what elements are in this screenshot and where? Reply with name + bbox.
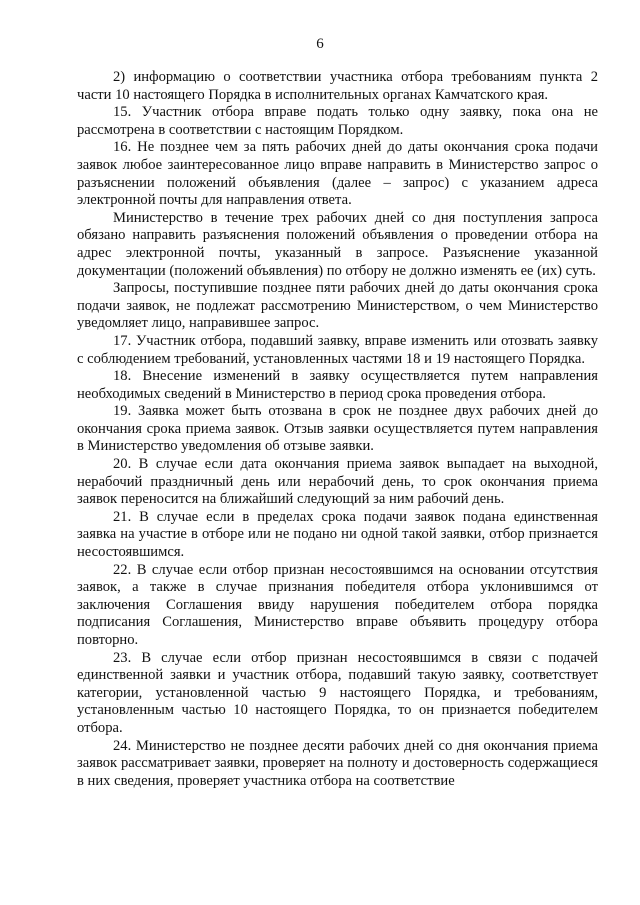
paragraph-clause-20: 20. В случае если дата окончания приема заявок выпадает на выходной, нерабочий праздничный день или нерабочий день, то срок окончания приема заявок переносится на ближайший следующий за ним рабочий день. — [77, 456, 598, 508]
paragraph-clause-18: 18. Внесение изменений в заявку осуществляется путем направления необходимых сведений в Министерство в период срока проведения отбора. — [77, 368, 598, 402]
paragraph-clause-14-item-2: 2) информацию о соответствии участника отбора требованиям пункта 2 части 10 настоящего Порядка в исполнительных органах Камчатского края. — [77, 69, 598, 103]
document-body — [77, 69, 598, 790]
page-number: 6 — [316, 36, 324, 52]
paragraph-clause-17: 17. Участник отбора, подавший заявку, вправе изменить или отозвать заявку с соблюдением требований, установленных частями 18 и 19 настоящего Порядка. — [77, 332, 598, 367]
paragraph-clause-16: 16. Не позднее чем за пять рабочих дней до даты окончания срока подачи заявок любое заинтересованное лицо вправе направить в Министерство запрос о разъяснении положений объявления (далее – запрос) с указанием адреса электронной почты для направления ответа. — [77, 139, 598, 209]
paragraph-clause-21: 21. В случае если в пределах срока подачи заявок подана единственная заявка на участие в отборе или не подано ни одной такой заявки, отбор признается несостоявшимся. — [77, 508, 598, 561]
paragraph-clause-15: 15. Участник отбора вправе подать только одну заявку, пока она не рассмотрена в соответствии с настоящим Порядком. — [77, 104, 598, 138]
paragraph-clause-19: 19. Заявка может быть отозвана в срок не позднее двух рабочих дней до окончания срока приема заявок. Отзыв заявки осуществляется путем направления в Министерство уведомления об отзыве заявки. — [77, 403, 598, 455]
paragraph-clause-16-reply: Министерство в течение трех рабочих дней со дня поступления запроса обязано направить разъяснения положений объявления о проведении отбора на адрес электронной почты, указанный в запросе. Разъяснение указанной документации (положений объявления) по отбору не должно изменять ее (их) суть. — [77, 209, 598, 279]
paragraph-clause-23: 23. В случае если отбор признан несостоявшимся в связи с подачей единственной заявки и участник отбора, подавший такую заявку, соответствует категории, установленной частью 9 настоящего Порядка, и требованиям, установленным частью 10 настоящего Порядка, то он признается победителем отбора. — [77, 649, 598, 736]
paragraph-clause-22: 22. В случае если отбор признан несостоявшимся на основании отсутствия заявок, а также в случае признания победителя отбора уклонившимся от заключения Соглашения ввиду нарушения победителем отбора порядка подписания Соглашения, Министерство вправе объявить процедуру отбора повторно. — [77, 561, 598, 648]
paragraph-clause-24: 24. Министерство не позднее десяти рабочих дней со дня окончания приема заявок рассматривает заявки, проверяет на полноту и достоверность содержащиеся в них сведения, проверяет участника отбора на соответствие — [77, 737, 598, 789]
paragraph-clause-16-late-requests: Запросы, поступившие позднее пяти рабочих дней до даты окончания срока подачи заявок, не подлежат рассмотрению Министерством, о чем Министерство уведомляет лицо, направившее запрос. — [77, 280, 598, 332]
